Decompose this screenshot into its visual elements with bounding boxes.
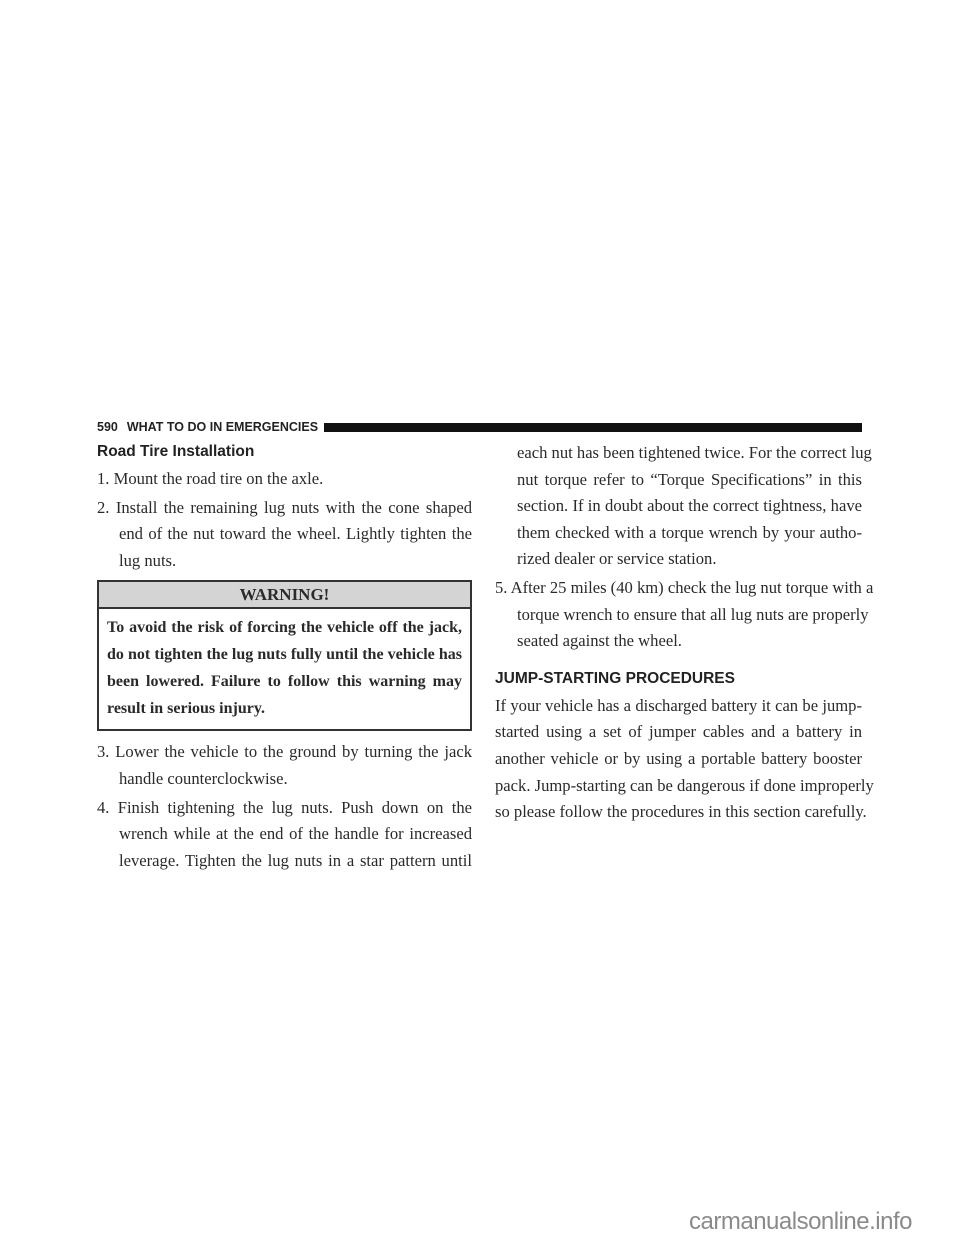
text-line: 5. After 25 miles (40 km) check the lug nut torque with a xyxy=(495,577,874,597)
text-line: rized dealer or service station. xyxy=(517,549,717,569)
step-2 xyxy=(97,495,472,575)
step-1: 1. Mount the road tire on the axle. xyxy=(97,469,324,488)
text-line: started using a set of jumper cables and a battery in xyxy=(495,722,862,742)
text-line: handle counterclockwise. xyxy=(119,768,288,788)
text-line: lug nuts. xyxy=(119,550,177,570)
text-line: leverage. Tighten the lug nuts in a star pattern until xyxy=(119,850,472,870)
text-line: another vehicle or by using a portable battery booster xyxy=(495,748,862,768)
step-3 xyxy=(97,739,472,792)
text-line: each nut has been tightened twice. For the correct lug xyxy=(517,443,872,462)
text-line: seated against the wheel. xyxy=(517,631,682,651)
text-line: result in serious injury. xyxy=(107,700,265,718)
text-line: If your vehicle has a discharged battery it can be jump- xyxy=(495,695,862,715)
jump-starting-paragraph xyxy=(495,693,874,826)
text-line: nut torque refer to “Torque Specifications” in this xyxy=(517,469,862,489)
text-line: so please follow the procedures in this section carefully. xyxy=(495,802,867,822)
step-5 xyxy=(495,575,874,655)
step-4-continued xyxy=(495,440,872,573)
text-line: 4. Finish tightening the lug nuts. Push down on the xyxy=(97,797,472,817)
text-line: 2. Install the remaining lug nuts with the cone shaped xyxy=(97,497,472,517)
warning-title: WARNING! xyxy=(99,582,470,609)
header-rule xyxy=(324,423,862,432)
step-4 xyxy=(97,795,472,875)
text-line: do not tighten the lug nuts fully until the vehicle has xyxy=(107,646,462,664)
text-line: section. If in doubt about the correct tightness, have xyxy=(517,496,862,516)
text-line: pack. Jump-starting can be dangerous if done improperly xyxy=(495,775,874,795)
text-line: them checked with a torque wrench by your autho- xyxy=(517,522,862,542)
text-line: torque wrench to ensure that all lug nuts are properly xyxy=(517,604,869,624)
text-line: end of the nut toward the wheel. Lightly tighten the xyxy=(119,524,472,544)
left-column xyxy=(97,440,472,874)
section-heading: Road Tire Installation xyxy=(97,443,255,460)
right-column xyxy=(495,440,874,826)
section-title: WHAT TO DO IN EMERGENCIES xyxy=(126,420,319,434)
watermark: carmanualsonline.info xyxy=(689,1208,912,1235)
text-line: 3. Lower the vehicle to the ground by turning the jack xyxy=(97,742,472,762)
warning-box xyxy=(97,580,472,731)
text-line: To avoid the risk of forcing the vehicle off the jack, xyxy=(107,619,462,637)
text-line: been lowered. Failure to follow this warning may xyxy=(107,673,462,691)
text-line: wrench while at the end of the handle for increased xyxy=(119,824,472,844)
jump-starting-heading: JUMP-STARTING PROCEDURES xyxy=(495,669,735,687)
page-number: 590 xyxy=(97,420,118,434)
page-header xyxy=(97,419,862,435)
